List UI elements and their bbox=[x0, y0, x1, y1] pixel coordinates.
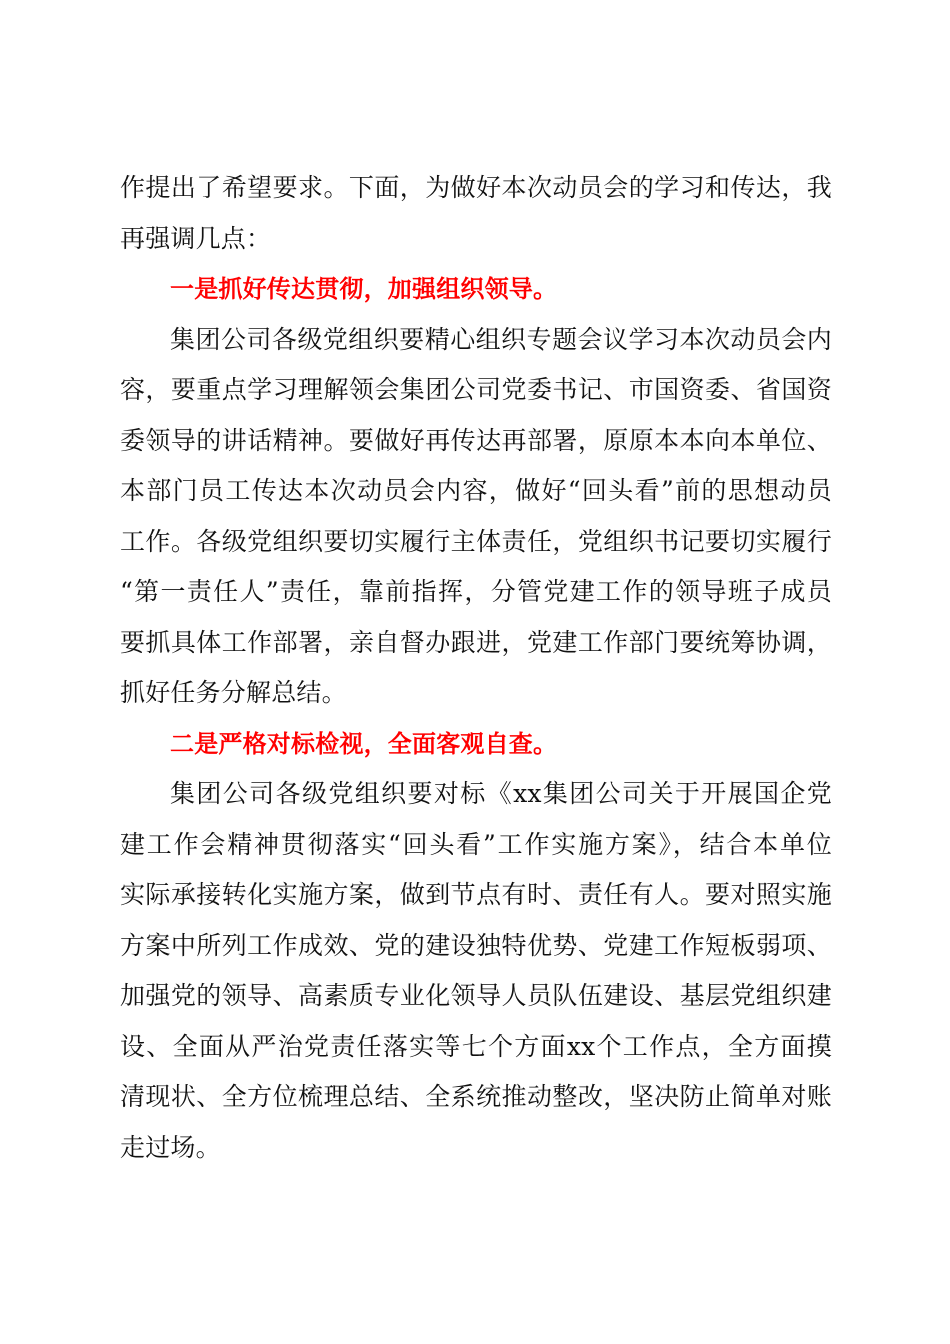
text-line: 清现状、全方位梳理总结、全系统推动整改，坚决防止简单对账 bbox=[120, 1082, 832, 1111]
paragraph-section-1 bbox=[120, 315, 832, 719]
text-line: 工作。各级党组织要切实履行主体责任，党组织书记要切实履行 bbox=[120, 526, 832, 556]
text-line: 抓好任务分解总结。 bbox=[120, 678, 347, 707]
text-line: 容，要重点学习理解领会集团公司党委书记、市国资委、省国资 bbox=[120, 375, 832, 404]
text-line: 集团公司各级党组织要精心组织专题会议学习本次动员会内 bbox=[170, 324, 832, 354]
paragraph-intro bbox=[120, 163, 832, 264]
text-line: 集团公司各级党组织要对标《xx集团公司关于开展国企党 bbox=[170, 779, 832, 808]
section-heading-1: 一是抓好传达贯彻，加强组织领导。 bbox=[170, 275, 558, 303]
text-line: 作提出了希望要求。下面，为做好本次动员会的学习和传达，我 bbox=[120, 173, 832, 202]
text-line: 实际承接转化实施方案，做到节点有时、责任有人。要对照实施 bbox=[120, 880, 832, 909]
text-line: 委领导的讲话精神。要做好再传达再部署，原原本本向本单位、 bbox=[120, 425, 832, 455]
paragraph-section-2 bbox=[120, 769, 832, 1173]
text-line: 建工作会精神贯彻落实“回头看”工作实施方案》，结合本单位 bbox=[120, 829, 832, 859]
text-line: 走过场。 bbox=[120, 1132, 221, 1162]
text-line: 要抓具体工作部署，亲自督办跟进，党建工作部门要统筹协调， bbox=[120, 627, 832, 657]
text-line: 设、全面从严治党责任落实等七个方面xx个工作点，全方面摸 bbox=[120, 1031, 832, 1061]
text-line: 本部门员工传达本次动员会内容，做好“回头看”前的思想动员 bbox=[120, 476, 832, 505]
section-heading-2: 二是严格对标检视，全面客观自查。 bbox=[170, 729, 558, 758]
text-line: 再强调几点： bbox=[120, 223, 272, 253]
text-line: “第一责任人”责任，靠前指挥，分管党建工作的领导班子成员 bbox=[120, 577, 832, 606]
text-line: 加强党的领导、高素质专业化领导人员队伍建设、基层党组织建 bbox=[120, 981, 832, 1010]
document-page bbox=[120, 163, 832, 1173]
text-line: 方案中所列工作成效、党的建设独特优势、党建工作短板弱项、 bbox=[120, 930, 832, 960]
